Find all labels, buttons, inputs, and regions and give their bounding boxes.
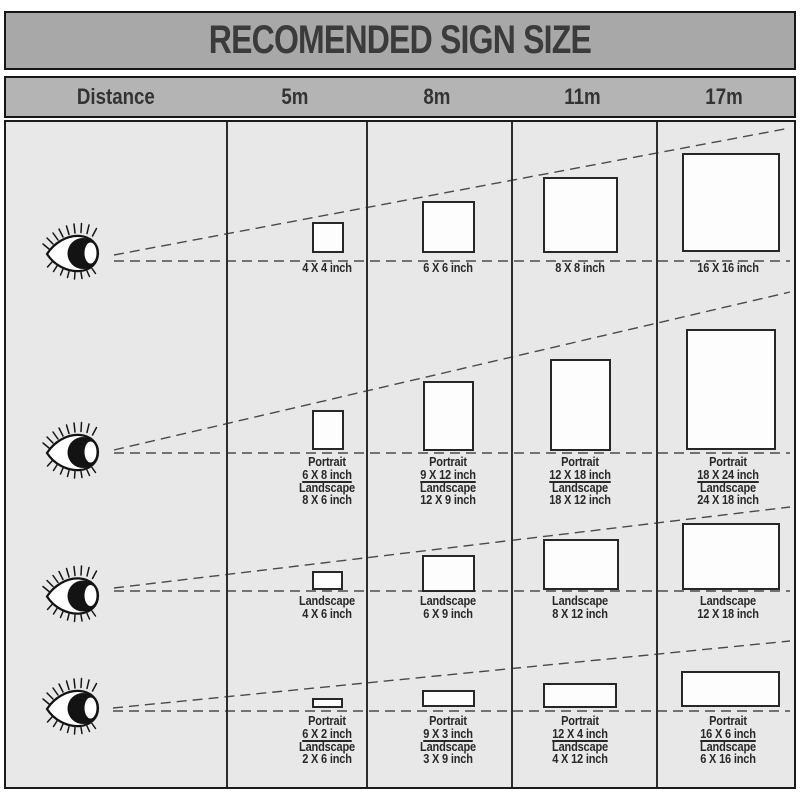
sign-size-label: Portrait 9 X 3 inch Landscape 3 X 9 inch (420, 714, 476, 767)
eye-icon (43, 423, 99, 479)
sign-size-label: 8 X 8 inch (555, 261, 605, 275)
eye-icon (43, 224, 99, 280)
sign-rect-4x6 (312, 571, 343, 590)
sign-rect-6x6 (422, 201, 475, 253)
header-cell-5m: 5m (280, 84, 309, 109)
sign-rect-12x4 (543, 683, 617, 708)
sign-rect-6x2 (312, 698, 343, 708)
sign-size-label: 6 X 6 inch (423, 261, 473, 275)
sign-rect-18x24 (686, 329, 776, 450)
header-cell-8m: 8m (423, 84, 451, 109)
sign-size-label: Portrait 12 X 4 inch Landscape 4 X 12 inch (552, 714, 608, 767)
sign-size-label: Portrait 6 X 8 inch Landscape 8 X 6 inch (299, 455, 355, 508)
eye-icon (43, 566, 99, 622)
sight-lines-svg (6, 122, 794, 787)
title-bar (4, 11, 796, 70)
sign-rect-16x6 (681, 671, 780, 707)
sign-size-label: Landscape 12 X 18 inch (697, 594, 759, 621)
sign-size-label: Portrait 6 X 2 inch Landscape 2 X 6 inch (299, 714, 355, 767)
sign-rect-9x3 (422, 690, 475, 707)
sign-rect-6x9 (422, 555, 475, 592)
sign-rect-9x12 (423, 381, 474, 451)
header-row (4, 76, 796, 118)
sign-rect-6x8 (312, 410, 344, 450)
sign-size-label: 16 X 16 inch (697, 261, 759, 275)
header-cell-11m: 11m (564, 84, 601, 109)
sign-rect-12x18 (550, 359, 611, 451)
sign-rect-4x4 (312, 222, 344, 253)
eye-icon (43, 679, 99, 735)
sign-size-label: Landscape 8 X 12 inch (552, 594, 608, 621)
sign-size-label: Portrait 12 X 18 inch Landscape 18 X 12 inch (549, 455, 611, 508)
sign-size-label: Portrait 18 X 24 inch Landscape 24 X 18 inch (697, 455, 759, 508)
column-divider (511, 122, 513, 787)
column-divider (366, 122, 368, 787)
sign-size-label: Portrait 16 X 6 inch Landscape 6 X 16 inch (700, 714, 756, 767)
sign-size-label: Landscape 4 X 6 inch (299, 594, 355, 621)
sign-rect-12x18-l (682, 523, 780, 590)
header-cell-distance: Distance (76, 84, 155, 109)
sign-size-label: Landscape 6 X 9 inch (420, 594, 476, 621)
sign-size-label: 4 X 4 inch (302, 261, 352, 275)
column-divider (226, 122, 228, 787)
sign-rect-8x12 (543, 539, 619, 590)
sign-rect-16x16 (682, 153, 780, 252)
column-divider (656, 122, 658, 787)
content-area (4, 120, 796, 789)
sign-rect-8x8 (543, 177, 618, 253)
header-cell-17m: 17m (705, 84, 744, 109)
page-title: RECOMENDED SIGN SIZE (208, 18, 592, 62)
sign-size-label: Portrait 9 X 12 inch Landscape 12 X 9 inch (420, 455, 476, 508)
